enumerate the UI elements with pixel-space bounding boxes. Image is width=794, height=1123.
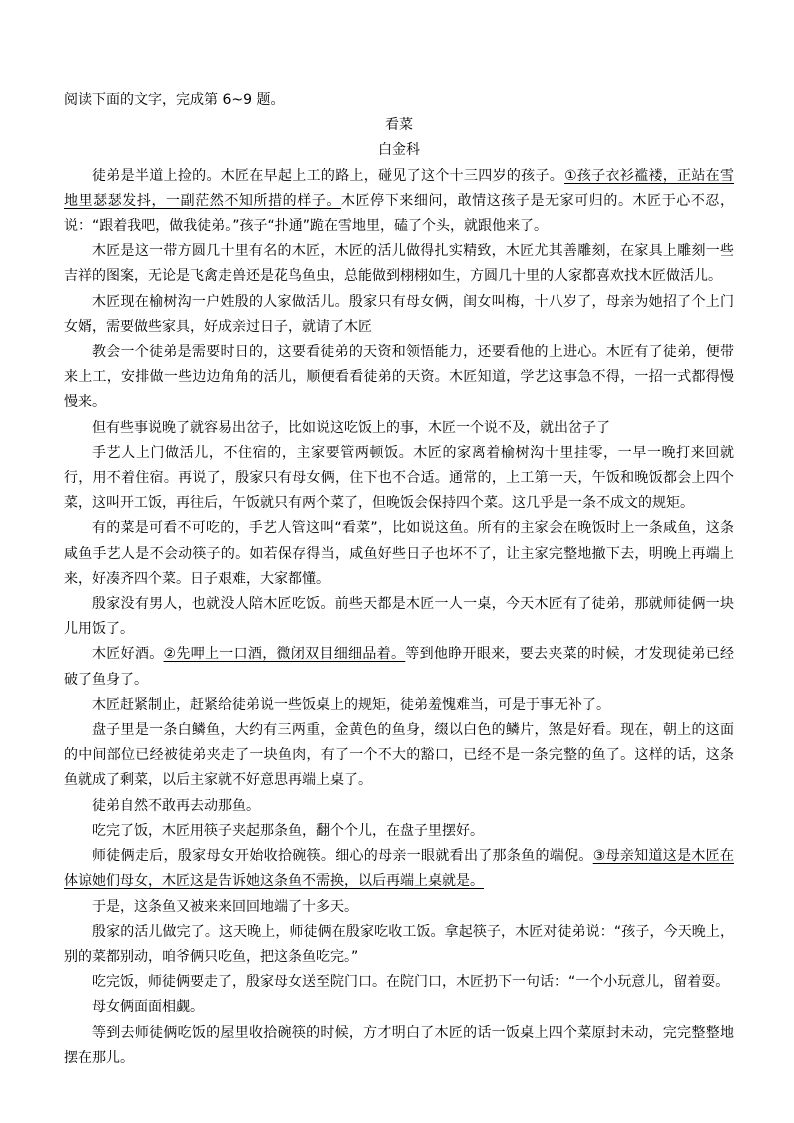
article-title: 看菜 [385, 117, 413, 134]
paragraph [64, 970, 734, 995]
paragraph [64, 844, 734, 894]
text-segment: 母女俩面面相觑。 [92, 999, 204, 1016]
paragraph [64, 920, 734, 970]
paragraph [64, 794, 734, 819]
paragraph [64, 895, 734, 920]
text-segment: 木匠现在榆树沟一户姓殷的人家做活儿。殷家只有母女俩，闺女叫梅，十八岁了，母亲为她招了个上门女婿，需要做些家具，好成亲过日子，就请了木匠 [64, 293, 734, 335]
paragraph [64, 642, 734, 692]
text-segment: 盘子里是一条白鳞鱼，大约有三两重，金黄色的鱼身，缀以白色的鳞片，煞是好看。现在，朝上的这面的中间部位已经被徒弟夹走了一块鱼肉，有了一个不大的豁口，已经不是一条完整的鱼了。这样的话，这条鱼就成了剩菜，以后主家就不好意思再端上桌了。 [64, 722, 734, 789]
article-body [64, 88, 734, 1071]
paragraph [64, 239, 734, 289]
paragraph-list [64, 164, 734, 1071]
paragraph [64, 718, 734, 794]
text-segment: 木匠停下来细问，敢情这孩子是无家可归的。木匠于心不忍，说：“跟着我吧，做我徒弟。”孩子“扑通”跪在雪地里，磕了个头，就跟他来了。 [64, 192, 735, 235]
text-segment: 但有些事说晚了就容易出岔子，比如说这吃饭上的事，木匠一个说不及，就出岔子了 [92, 419, 610, 436]
paragraph [64, 592, 734, 642]
paragraph [64, 164, 734, 240]
text-segment: 木匠赶紧制止，赶紧给徒弟说一些饭桌上的规矩，徒弟羞愧难当，可是于事无补了。 [92, 696, 610, 713]
text-segment: 吃完饭，师徒俩要走了，殷家母女送至院门口。在院门口，木匠扔下一句话：“一个小玩意儿，留着耍。 [92, 974, 730, 991]
text-segment: 木匠好酒。 [92, 646, 164, 663]
text-segment: 师徒俩走后，殷家母女开始收拾碗筷。细心的母亲一眼就看出了那条鱼的端倪。 [92, 848, 593, 865]
paragraph [64, 290, 734, 340]
text-segment: 吃完了饭，木匠用筷子夹起那条鱼，翻个个儿，在盘子里摆好。 [92, 822, 484, 839]
paragraph [64, 995, 734, 1020]
paragraph [64, 340, 734, 416]
text-segment: 教会一个徒弟是需要时日的，这要看徒弟的天资和领悟能力，还要看他的上进心。木匠有了徒弟，便带来上工，安排做一些边边角角的活儿，顺便看看徒弟的天资。木匠知道，学艺这事急不得，一招一式都得慢慢来。 [64, 344, 734, 411]
text-segment: 于是，这条鱼又被来来回回地端了十多天。 [92, 898, 358, 915]
underlined-sentence: ②先呷上一口酒，微闭双目细细品着。 [163, 646, 406, 663]
text-segment: 有的菜是可看不可吃的，手艺人管这叫“看菜”，比如说这鱼。所有的主家会在晚饭时上一条咸鱼，这条咸鱼手艺人是不会动筷子的。如若保存得当，咸鱼好些日子也坏不了，让主家完整地撤下去，明晚上再端上来，好凑齐四个菜。日子艰难，大家都懂。 [64, 520, 734, 587]
paragraph [64, 516, 734, 592]
paragraph [64, 416, 734, 441]
underlined-sentence: ①孩子衣衫褴褛，正站在雪地里瑟瑟发抖，一副茫然不知所措的样子。 [64, 167, 734, 209]
paragraph [64, 819, 734, 844]
paragraph [64, 693, 734, 718]
article-author: 白金科 [378, 142, 420, 159]
paragraph [64, 441, 734, 517]
text-segment: 木匠是这一带方圆几十里有名的木匠，木匠的活儿做得扎实精致，木匠尤其善雕刻，在家具上雕刻一些吉祥的图案，无论是飞禽走兽还是花鸟鱼虫，总能做到栩栩如生，方圆几十里的人家都喜欢找木匠做活儿。 [64, 243, 734, 285]
question-intro: 阅读下面的文字，完成第 6~9 题。 [64, 92, 285, 108]
underlined-sentence: ③母亲知道这是木匠在体谅她们母女，木匠这是告诉她这条鱼不需换，以后再端上桌就是。 [64, 848, 734, 890]
text-segment: 殷家没有男人，也就没人陪木匠吃饭。前些天都是木匠一人一桌，今天木匠有了徒弟，那就师徒俩一块儿用饭了。 [64, 596, 734, 638]
text-segment: 殷家的活儿做完了。这天晚上，师徒俩在殷家吃收工饭。拿起筷子，木匠对徒弟说：“孩子，今天晚上，别的菜都别动，咱爷俩只吃鱼，把这条鱼吃完。” [64, 923, 734, 965]
text-segment: 徒弟自然不敢再去动那鱼。 [92, 797, 260, 814]
text-segment: 手艺人上门做活儿，不住宿的，主家要管两顿饭。木匠的家离着榆树沟十里挂零，一早一晚打来回就行，用不着住宿。再说了，殷家只有母女俩，住下也不合适。通常的，上工第一天，午饭和晚饭都会上四个菜，这叫开工饭，再往后，午饭就只有两个菜了，但晚饭会保持四个菜。这几乎是一条不成文的规矩。 [64, 444, 734, 512]
text-segment: 等到去师徒俩吃饭的屋里收拾碗筷的时候，方才明白了木匠的话一饭桌上四个菜原封未动，完完整整地摆在那儿。 [64, 1024, 734, 1066]
text-segment: 徒弟是半道上捡的。木匠在早起上工的路上，碰见了这个十三四岁的孩子。 [92, 167, 565, 184]
text-segment: 等到他睁开眼来，要去夹菜的时候，才发现徒弟已经破了鱼身了。 [64, 646, 734, 688]
paragraph [64, 1021, 734, 1071]
